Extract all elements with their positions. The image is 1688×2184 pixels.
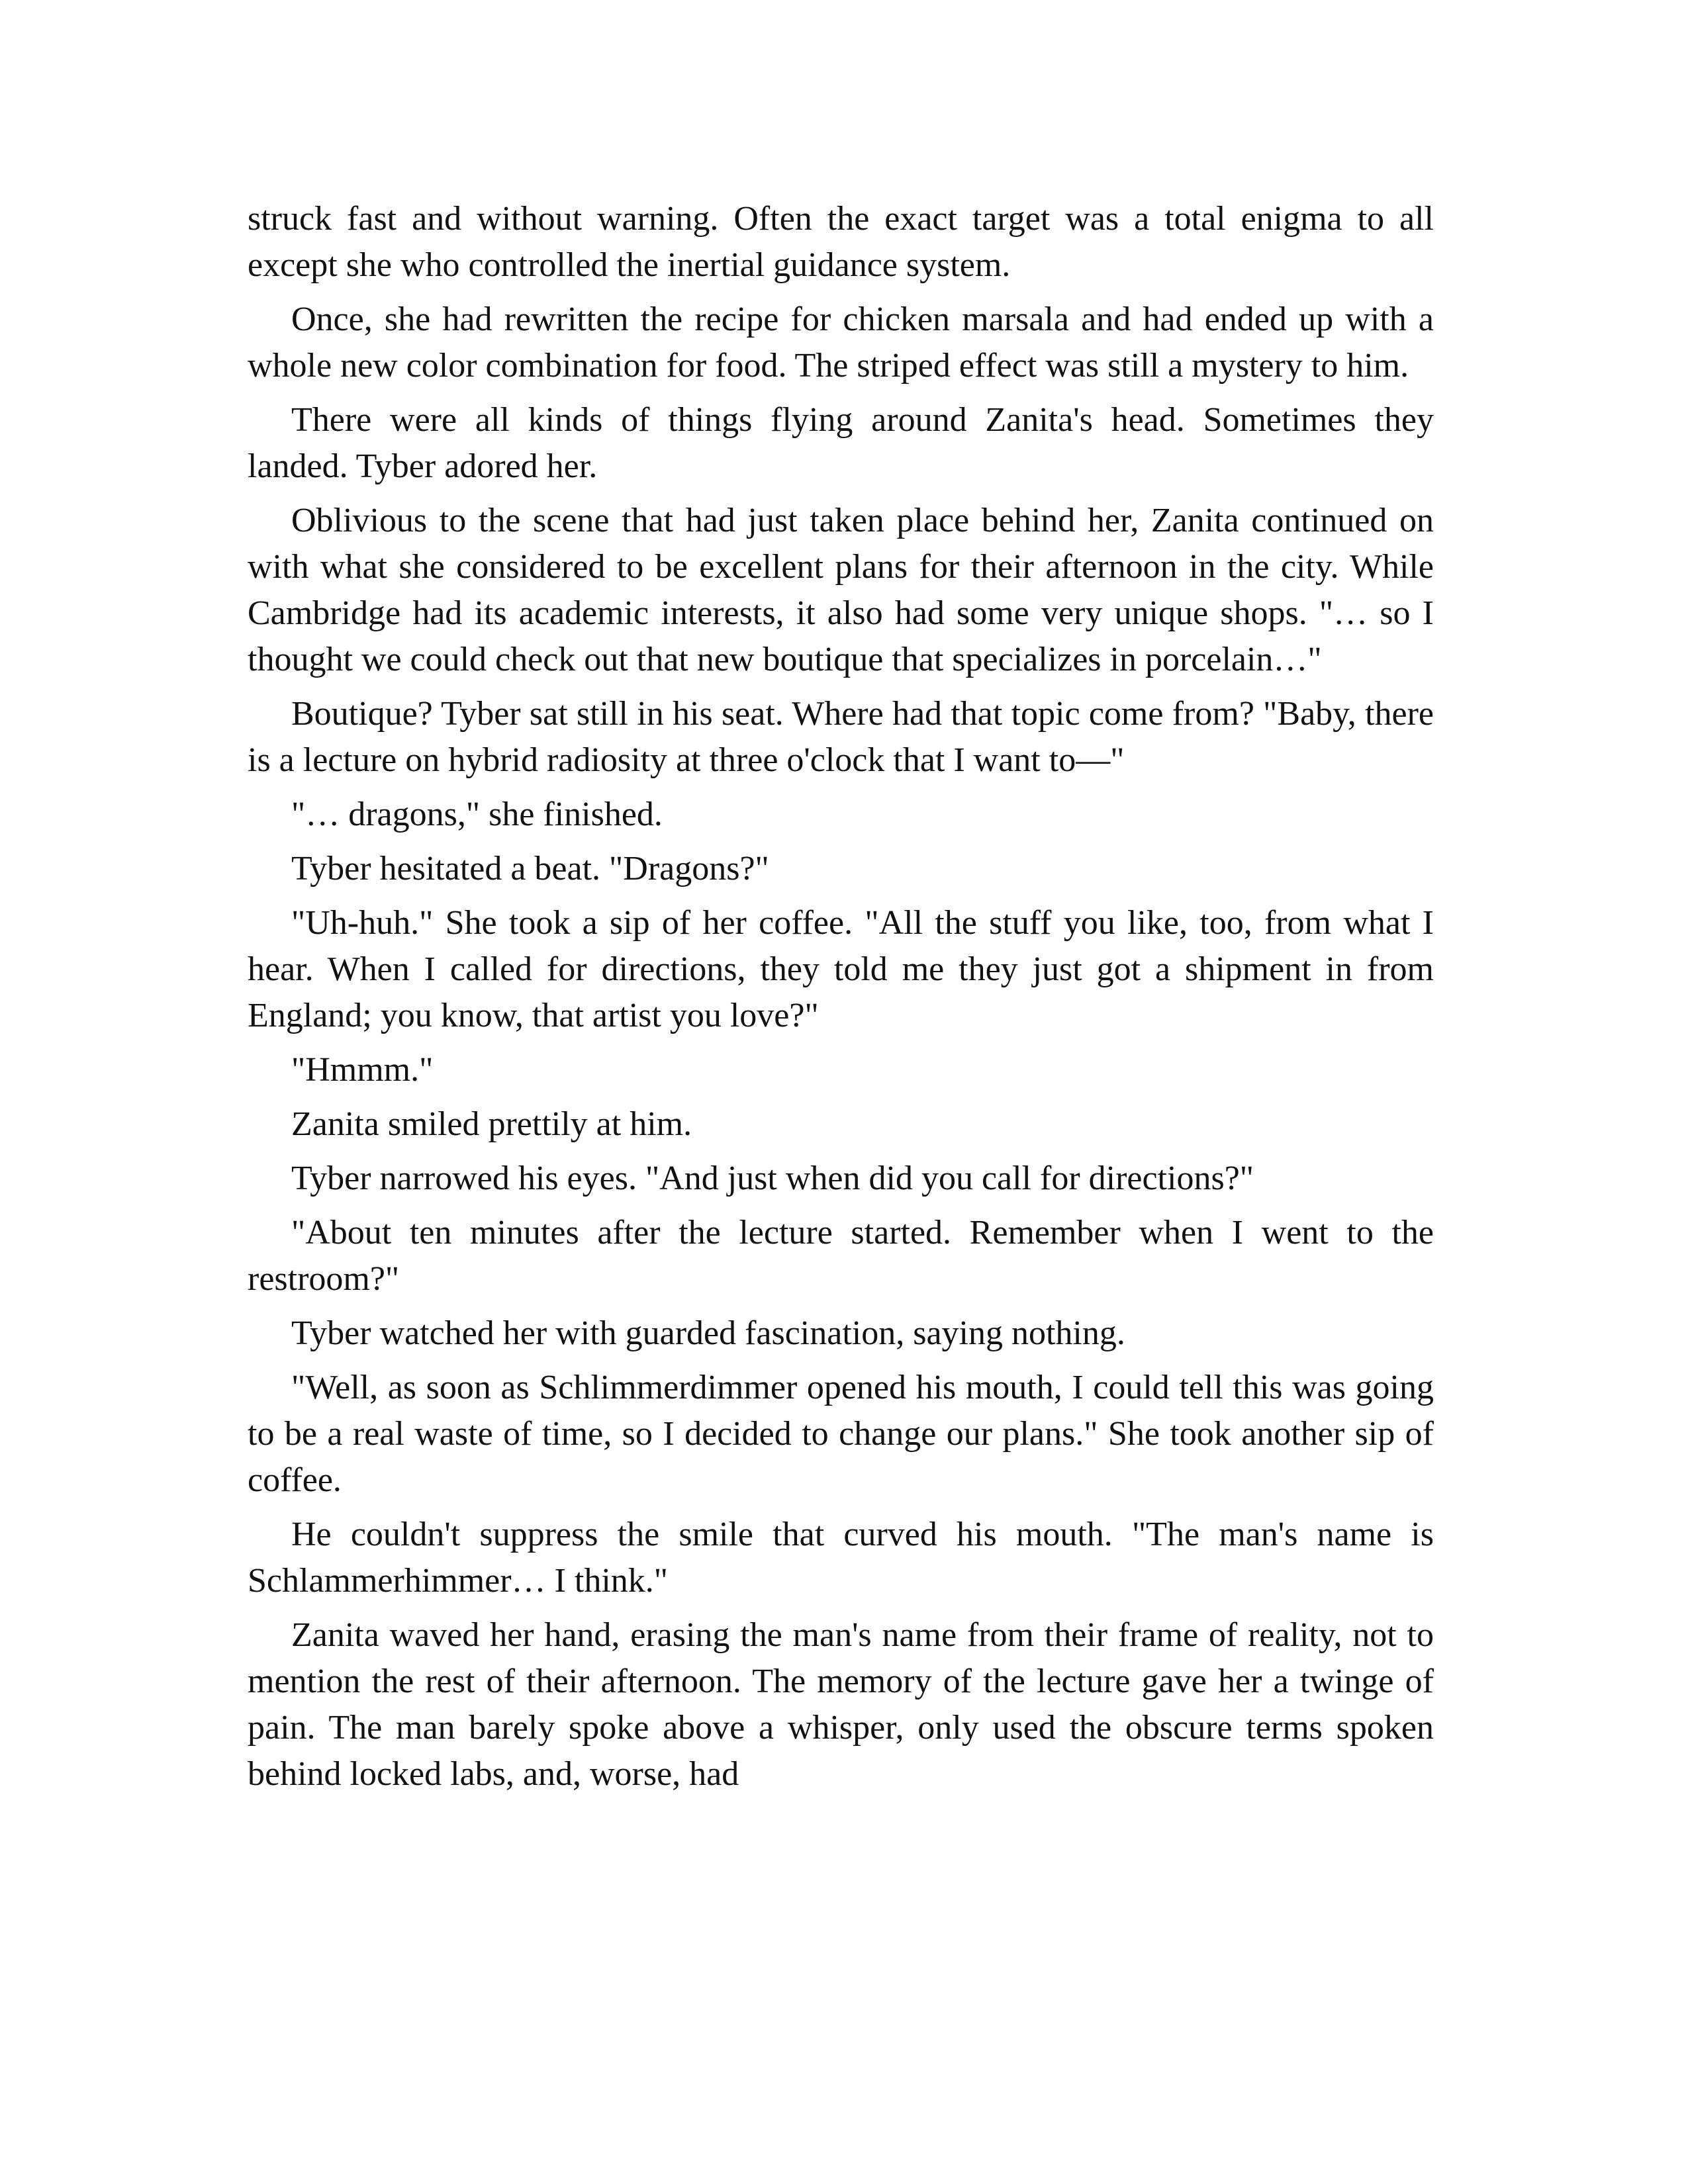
paragraph-11: Tyber narrowed his eyes. "And just when did you call for directions?" (291, 1160, 1254, 1197)
book-page (248, 196, 1434, 1805)
paragraph-10: Zanita smiled prettily at him. (291, 1105, 692, 1143)
paragraph-5: Boutique? Tyber sat still in his seat. Where had that topic come from? "Baby, there is a lecture on hybrid radiosity at three o'clock that I want to—" (248, 695, 1434, 779)
paragraph-7: Tyber hesitated a beat. "Dragons?" (291, 850, 769, 887)
paragraph-15: He couldn't suppress the smile that curved his mouth. "The man's name is Schlammerhimmer… I think." (248, 1516, 1434, 1600)
paragraph-2: Once, she had rewritten the recipe for chicken marsala and had ended up with a whole new color combination for food. The striped effect was still a mystery to him. (248, 300, 1434, 385)
paragraph-14: "Well, as soon as Schlimmerdimmer opened his mouth, I could tell this was going to be a real waste of time, so I decided to change our plans." She took another sip of coffee. (248, 1369, 1434, 1499)
paragraph-12: "About ten minutes after the lecture started. Remember when I went to the restroom?" (248, 1214, 1434, 1298)
paragraph-8: "Uh-huh." She took a sip of her coffee. "All the stuff you like, too, from what I hear. When I called for directions, they told me they just got a shipment in from England; you know, that artist you love?" (248, 904, 1434, 1034)
paragraph-9: "Hmmm." (291, 1051, 434, 1089)
paragraph-6: "… dragons," she finished. (291, 796, 663, 833)
paragraph-1: struck fast and without warning. Often the exact target was a total enigma to all except she who controlled the inertial guidance system. (248, 200, 1434, 284)
paragraph-13: Tyber watched her with guarded fascination, saying nothing. (291, 1314, 1125, 1352)
paragraph-16: Zanita waved her hand, erasing the man's name from their frame of reality, not to mention the rest of their afternoon. The memory of the lecture gave her a twinge of pain. The man barely spoke above a whisper, only used the obscure terms spoken behind locked labs, and, worse, had (248, 1616, 1434, 1793)
paragraph-4: Oblivious to the scene that had just taken place behind her, Zanita continued on with what she considered to be excellent plans for their afternoon in the city. While Cambridge had its academic interests, it also had some very unique shops. "… so I thought we could check out that new boutique that specializes in porcelain…" (248, 502, 1434, 678)
paragraph-3: There were all kinds of things flying around Zanita's head. Sometimes they landed. Tyber adored her. (248, 401, 1434, 485)
